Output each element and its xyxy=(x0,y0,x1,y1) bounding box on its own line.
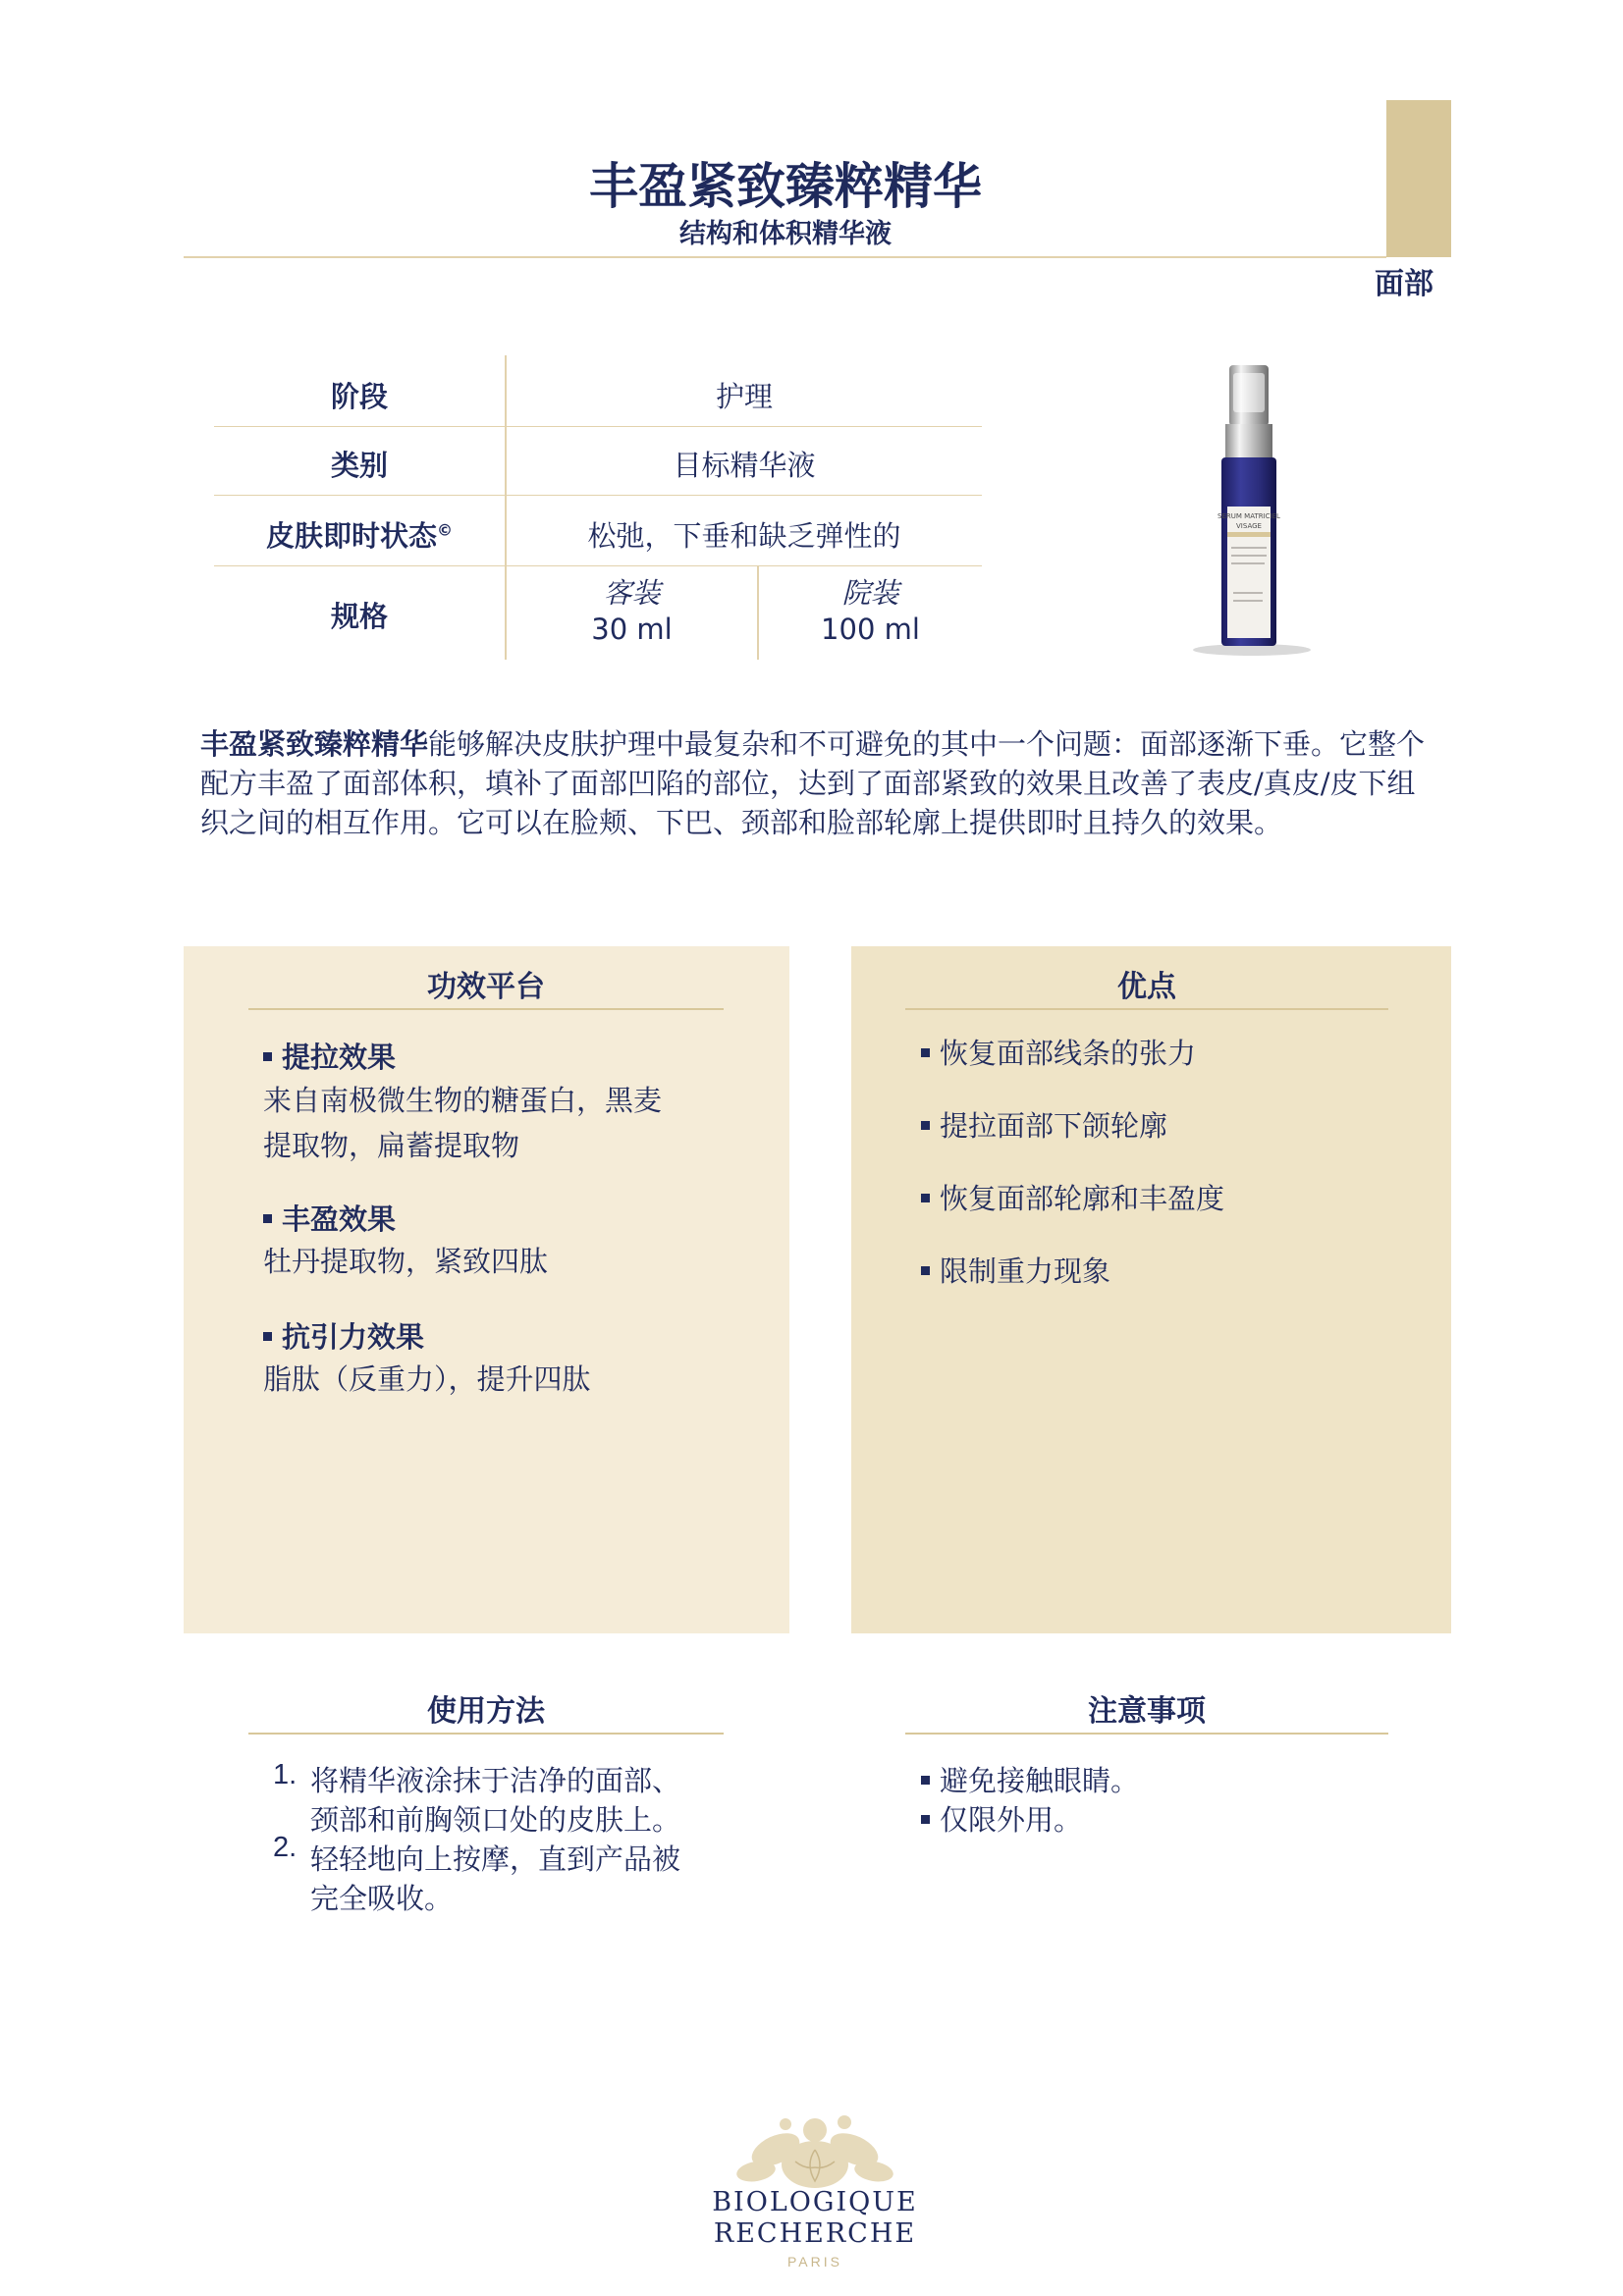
product-bottle-image xyxy=(1178,363,1316,658)
logo-line3: PARIS xyxy=(787,2254,842,2269)
efficacy-item-text: 来自南极微生物的糖蛋白，黑麦 xyxy=(263,1084,663,1117)
bullet-icon xyxy=(921,1121,930,1130)
page-subtitle: 结构和体积精华液 xyxy=(679,219,892,249)
pro-size: 100 ml xyxy=(821,613,920,646)
intro-lead: 丰盈紧致臻粹精华 xyxy=(200,727,429,761)
intro-text: 能够解决皮肤护理中最复杂和不可避免的其中一个问题：面部逐渐下垂。它整个配方丰盈了面部体积，填补了面部凹陷的部位，达到了面部紧致的效果且改善了表皮/真皮/皮下组织之间的相互作用。它可以在脸颊、下巴、颈部和脸部轮廓上提供即时且持久的效果。 xyxy=(200,727,1426,839)
retail-label: 客装 xyxy=(603,576,661,610)
bottle-label-line2: VISAGE xyxy=(1236,522,1262,530)
benefit-item xyxy=(921,1176,1224,1221)
precaution-item xyxy=(921,1759,1139,1799)
precautions-heading: 注意事项 xyxy=(1088,1694,1206,1729)
efficacy-title-text: 抗引力效果 xyxy=(282,1320,425,1354)
precaution-text: 避免接触眼睛。 xyxy=(940,1764,1140,1797)
skin-state-label xyxy=(214,514,505,555)
benefit-text: 恢复面部线条的张力 xyxy=(940,1037,1197,1070)
stage-value: 护理 xyxy=(715,380,773,413)
precaution-item xyxy=(921,1798,1082,1839)
precautions-divider xyxy=(905,1733,1388,1735)
benefit-text: 限制重力现象 xyxy=(940,1255,1111,1288)
efficacy-item-text: 提取物，扁蓄提取物 xyxy=(263,1129,520,1162)
bullet-icon xyxy=(921,1048,930,1057)
intro-paragraph xyxy=(200,724,1439,842)
benefit-item xyxy=(921,1103,1167,1148)
efficacy-item-text: 牡丹提取物，紧致四肽 xyxy=(263,1245,549,1278)
benefit-item xyxy=(921,1031,1196,1076)
usage-heading: 使用方法 xyxy=(427,1694,545,1729)
bullet-icon xyxy=(921,1194,930,1202)
benefit-item xyxy=(921,1249,1110,1294)
benefit-text: 恢复面部轮廓和丰盈度 xyxy=(940,1182,1225,1215)
efficacy-divider xyxy=(248,1008,724,1010)
usage-divider xyxy=(248,1733,724,1735)
bullet-icon xyxy=(263,1214,272,1223)
efficacy-item-title xyxy=(263,1036,396,1076)
header-divider xyxy=(184,256,1386,258)
bullet-icon xyxy=(921,1776,930,1785)
step-number: 1. xyxy=(273,1759,298,1790)
logo-line1: BIOLOGIQUE xyxy=(712,2187,918,2217)
benefit-text: 提拉面部下颌轮廓 xyxy=(940,1109,1168,1143)
stage-label: 阶段 xyxy=(330,380,388,413)
step-number: 2. xyxy=(273,1832,298,1863)
brand-logo xyxy=(687,2110,943,2277)
retail-size: 30 ml xyxy=(591,613,673,646)
page-title: 丰盈紧致臻粹精华 xyxy=(589,158,982,215)
step-text: 轻轻地向上按摩，直到产品被 xyxy=(310,1842,681,1876)
skin-state-label-text: 皮肤即时状态 xyxy=(265,519,437,553)
bullet-icon xyxy=(263,1052,272,1061)
efficacy-item-title xyxy=(263,1198,396,1238)
efficacy-title-text: 丰盈效果 xyxy=(282,1202,397,1236)
step-text: 完全吸收。 xyxy=(310,1882,454,1915)
precaution-text: 仅限外用。 xyxy=(940,1803,1083,1837)
step-text: 颈部和前胸领口处的皮肤上。 xyxy=(310,1803,681,1837)
pro-label: 院装 xyxy=(841,576,899,610)
table-row xyxy=(214,355,982,427)
efficacy-title-text: 提拉效果 xyxy=(282,1041,397,1074)
corner-tab xyxy=(1386,100,1451,257)
section-label: 面部 xyxy=(1375,267,1434,301)
copyright-mark: © xyxy=(437,520,453,540)
skin-state-value: 松弛，下垂和缺乏弹性的 xyxy=(587,519,901,553)
bullet-icon xyxy=(921,1815,930,1824)
table-row xyxy=(214,495,982,566)
step-text: 将精华液涂抹于洁净的面部、 xyxy=(310,1764,681,1797)
format-label: 规格 xyxy=(330,600,388,633)
spec-table xyxy=(214,355,982,660)
efficacy-item-text: 脂肽（反重力），提升四肽 xyxy=(263,1362,591,1396)
bullet-icon xyxy=(921,1266,930,1275)
table-row xyxy=(214,426,982,496)
benefits-heading: 优点 xyxy=(1117,970,1176,1004)
efficacy-item-title xyxy=(263,1315,424,1356)
benefits-divider xyxy=(905,1008,1388,1010)
category-value: 目标精华液 xyxy=(673,449,816,482)
category-label: 类别 xyxy=(330,449,388,482)
floral-emblem-icon xyxy=(707,2110,923,2199)
bottle-label-line1: SERUM MATRICIEL xyxy=(1217,512,1280,520)
bullet-icon xyxy=(263,1332,272,1341)
efficacy-heading: 功效平台 xyxy=(427,970,545,1004)
logo-line2: RECHERCHE xyxy=(713,2218,917,2249)
